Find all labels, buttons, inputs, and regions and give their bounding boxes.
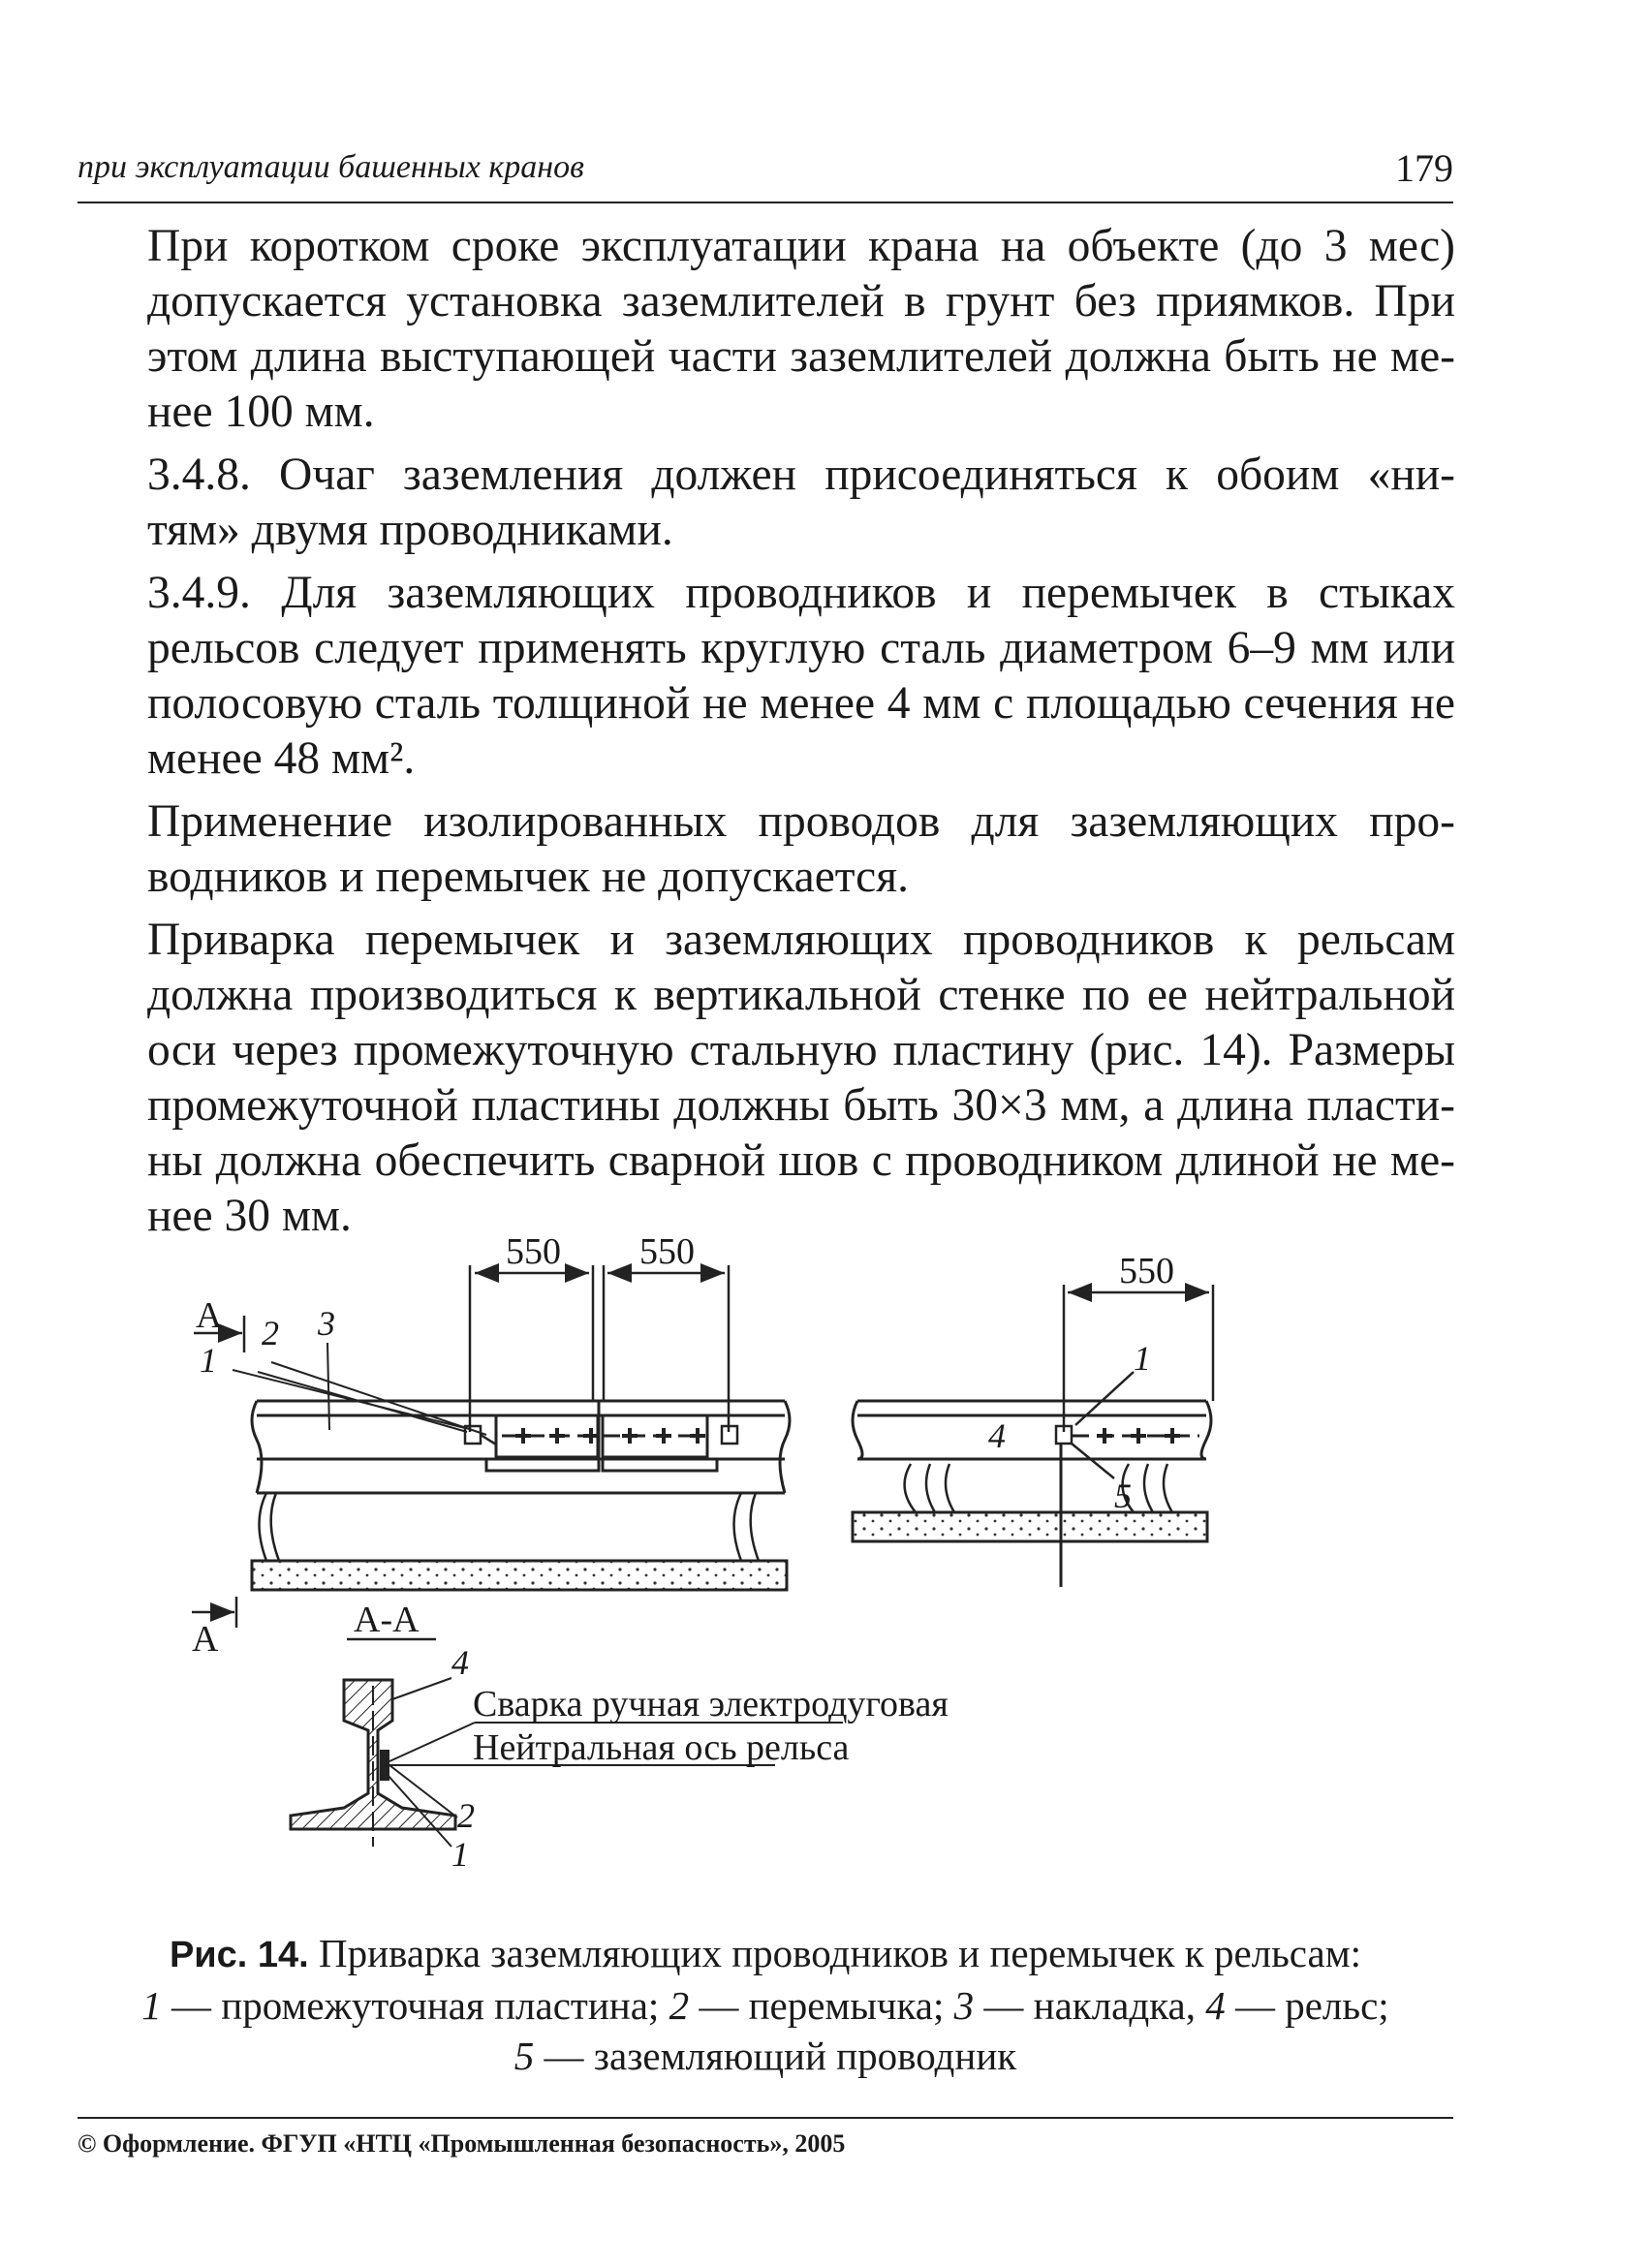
item-text: — промежуточная пластина;: [171, 1983, 660, 2028]
paragraph-insulated-wires: [76, 794, 1455, 905]
footer-copyright: © Оформление. ФГУП «НТЦ «Промышленная безопасность», 2005: [78, 2129, 846, 2158]
right-rail: [853, 1401, 1211, 1587]
right-bolts: [1097, 1428, 1180, 1444]
dimension-label: 550: [506, 1231, 561, 1272]
caption-line-1: [78, 1928, 1453, 1980]
callout-4: 4: [988, 1416, 1006, 1455]
ballast-left: [252, 1561, 787, 1590]
item-number: 3: [953, 1983, 975, 2028]
left-rail-joint: [252, 1401, 790, 1561]
rail-cross-section: [291, 1680, 455, 1847]
item-number: 5: [513, 2034, 535, 2078]
section-letter: А: [196, 1295, 223, 1336]
text-line: 3.4.9. Для заземляющих проводников и перемычек в стыках: [147, 568, 1455, 618]
callout-1-right: 1: [1134, 1339, 1151, 1378]
text-line: Приварка перемычек и заземляющих проводников к рельсам: [147, 915, 1455, 965]
paragraph-3-4-8: [76, 448, 1455, 558]
callout-leaders-left: [233, 1343, 486, 1435]
body-text: [76, 219, 1455, 1252]
text-line: При коротком сроке эксплуатации крана на объекте (до 3 мес): [147, 221, 1455, 271]
item-text: — рельс;: [1234, 1983, 1389, 2028]
paragraph-3-4-9: [76, 566, 1455, 787]
item-text: — перемычка;: [699, 1983, 945, 2028]
callout-4-section: 4: [451, 1643, 469, 1682]
caption-label: Рис. 14.: [169, 1935, 309, 1975]
paragraph-short-term: [76, 219, 1455, 440]
text-line: тям» двумя проводниками.: [147, 505, 673, 555]
text-line: этом длина выступающей части заземлителей должна быть не ме-: [147, 331, 1455, 382]
text-line: менее 48 мм².: [147, 733, 416, 784]
dimension-label: 550: [639, 1231, 695, 1272]
callout-1: 1: [200, 1341, 217, 1380]
dimension-label: 550: [1119, 1251, 1174, 1291]
item-text: — накладка,: [983, 1983, 1196, 2028]
section-title: А-А: [354, 1600, 420, 1640]
running-title: при эксплуатации башенных кранов: [78, 149, 584, 185]
caption-title: Приварка заземляющих проводников и перемычек к рельсам:: [318, 1931, 1362, 1975]
dimension-lines-right: [1064, 1285, 1213, 1478]
item-number: 4: [1205, 1983, 1226, 2028]
rail-welding-drawing: [192, 1227, 1298, 1924]
callout-3: 3: [318, 1304, 335, 1343]
text-line: водников и перемычек не допускается.: [147, 852, 909, 902]
text-line: Применение изолированных проводов для заземляющих про-: [147, 796, 1455, 847]
text-line: ны должна обеспечить сварной шов с проводником длиной не ме-: [147, 1135, 1455, 1186]
text-line: оси через промежуточную стальную пластину (рис. 14). Размеры: [147, 1025, 1455, 1075]
text-line: промежуточной пластины должны быть 30×3 мм, а длина пласти-: [147, 1080, 1455, 1131]
text-line: рельсов следует применять круглую сталь диаметром 6–9 мм или: [147, 623, 1455, 673]
text-line: 3.4.8. Очаг заземления должен присоединяться к обоим «ни-: [147, 450, 1455, 500]
callout-2-section: 2: [457, 1796, 475, 1835]
callout-2: 2: [262, 1314, 279, 1352]
callout-5: 5: [1114, 1476, 1132, 1515]
caption-line-3: [78, 2031, 1453, 2081]
figure-14: [192, 1227, 1298, 1924]
item-text: — заземляющий проводник: [544, 2034, 1017, 2078]
footer-rule: [78, 2117, 1453, 2119]
page-number: 179: [1395, 146, 1453, 190]
text-line: нее 30 мм.: [147, 1191, 352, 1241]
figure-caption: [78, 1928, 1453, 2081]
text-line: полосовую сталь толщиной не менее 4 мм с площадью сечения не: [147, 678, 1455, 729]
item-number: 1: [141, 1983, 162, 2028]
caption-line-2: [78, 1980, 1453, 2031]
text-line: нее 100 мм.: [147, 387, 375, 437]
section-letter: А: [192, 1619, 219, 1660]
ballast-right: [853, 1512, 1207, 1541]
text-line: должна производиться к вертикальной стенке по ее нейтральной: [147, 970, 1455, 1020]
item-number: 2: [669, 1983, 690, 2028]
running-header: [78, 145, 1453, 203]
text-line: допускается установка заземлителей в грунт без приямков. При: [147, 276, 1455, 326]
callout-1-section: 1: [451, 1835, 469, 1874]
weld-label: Сварка ручная электродуговая: [473, 1684, 949, 1724]
neutral-axis-label: Нейтральная ось рельса: [473, 1727, 850, 1768]
paragraph-welding: [76, 913, 1455, 1244]
